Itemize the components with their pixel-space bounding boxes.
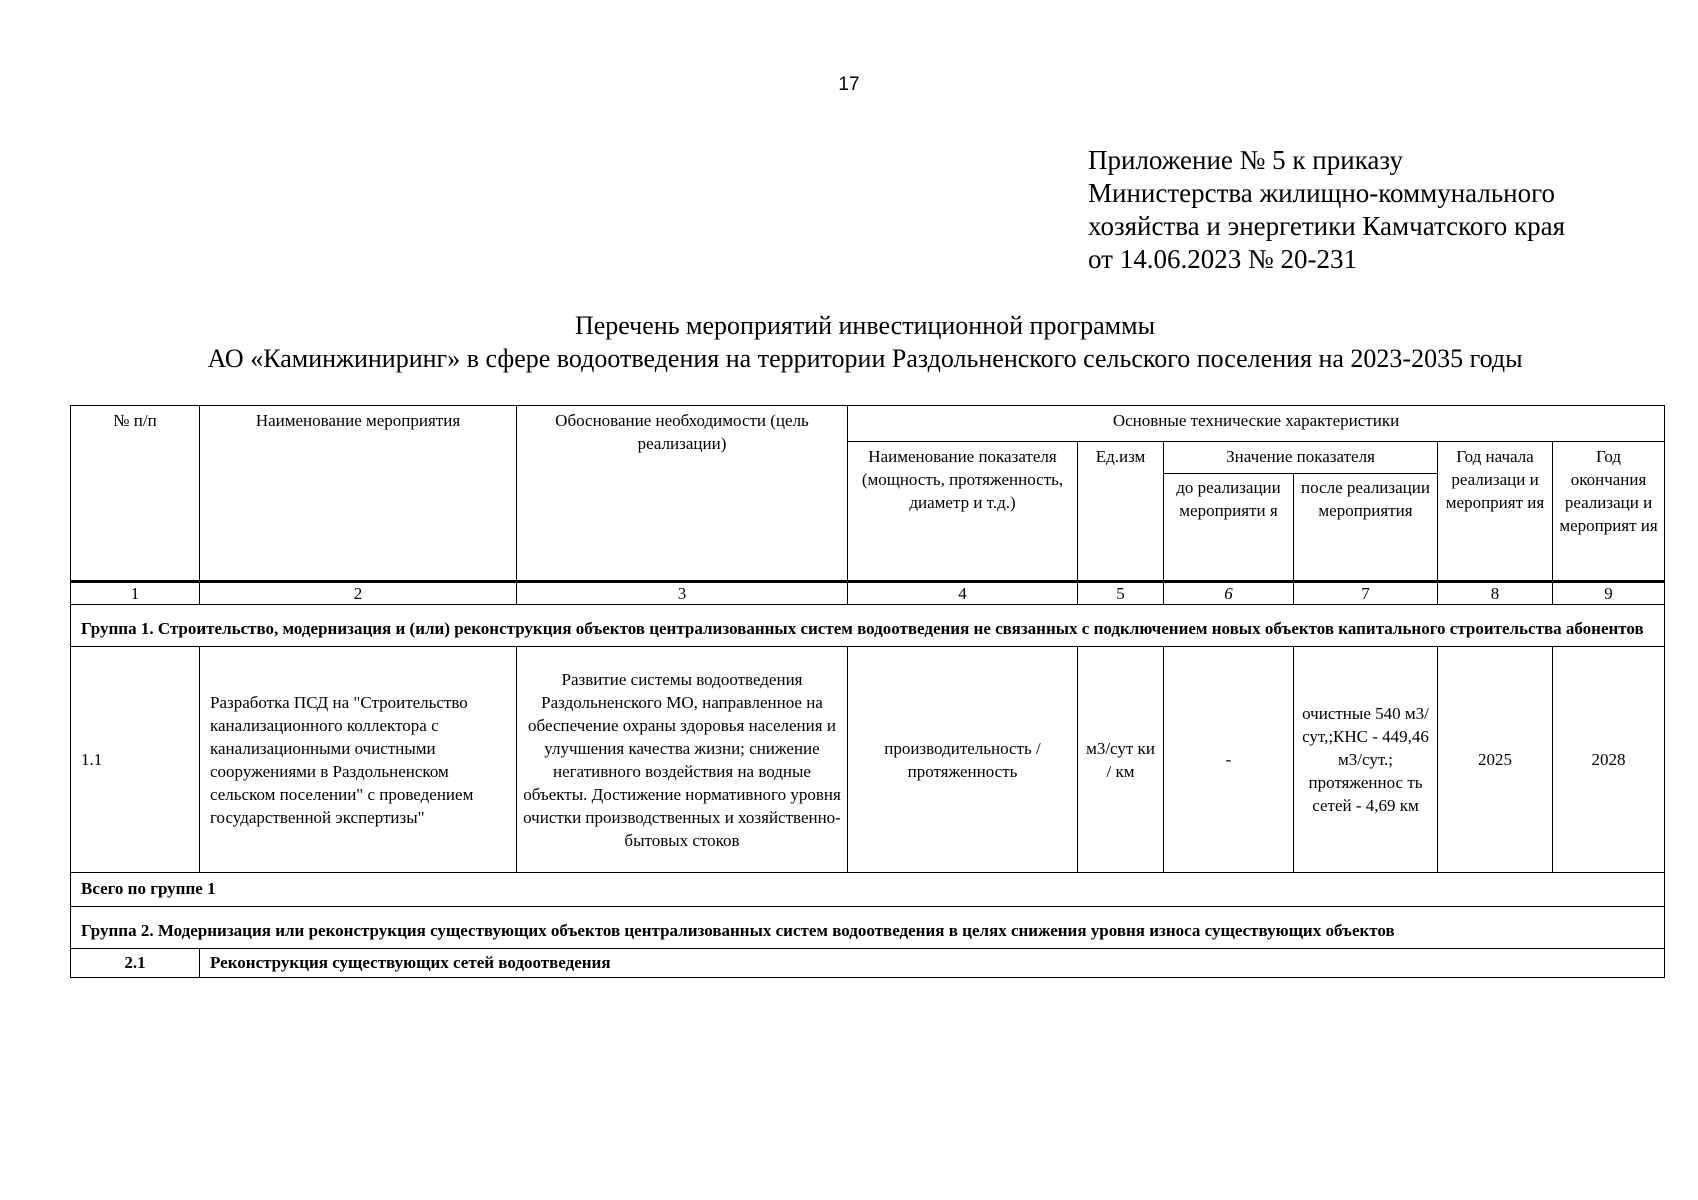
column-number: 9 bbox=[1553, 582, 1665, 605]
group-1-total-row bbox=[71, 873, 1665, 907]
title-line-1: Перечень мероприятий инвестиционной программы bbox=[574, 311, 1156, 340]
group-1-row bbox=[71, 605, 1665, 647]
column-number: 5 bbox=[1078, 582, 1164, 605]
column-number: 4 bbox=[848, 582, 1078, 605]
row-after: очистные 540 м3/сут,;КНС - 449,46 м3/сут.; протяженнос ть сетей - 4,69 км bbox=[1294, 647, 1438, 873]
subgroup-row bbox=[71, 949, 1665, 978]
header-tech: Основные технические характеристики bbox=[848, 406, 1665, 442]
row-before: - bbox=[1164, 647, 1294, 873]
appendix-block bbox=[1088, 144, 1688, 276]
row-unit: м3/сут ки / км bbox=[1078, 647, 1164, 873]
column-number: 7 bbox=[1294, 582, 1438, 605]
row-end-year: 2028 bbox=[1553, 647, 1665, 873]
column-number: 8 bbox=[1438, 582, 1553, 605]
header-reason: Обоснование необходимости (цель реализации) bbox=[517, 406, 848, 582]
header-unit: Ед.изм bbox=[1078, 442, 1164, 582]
row-start-year: 2025 bbox=[1438, 647, 1553, 873]
appendix-line-2: Министерства жилищно-коммунального bbox=[1088, 178, 1556, 208]
row-reason: Развитие системы водоотведения Раздольненского МО, направленное на обеспечение охраны здоровья населения и улучшения качества жизни; снижение негативного воздействия на водные объекты. Достижение нормативного уровня очистки производственных и хозяйственно-бытовых стоков bbox=[517, 647, 848, 873]
title-line-2: АО «Каминжиниринг» в сфере водоотведения на территории Раздольненского сельского поселения на 2023-2035 годы bbox=[207, 344, 1523, 373]
appendix-line-1: Приложение № 5 к приказу bbox=[1088, 145, 1403, 175]
group-1-title: Группа 1. Строительство, модернизация и (или) реконструкция объектов централизованных систем водоотведения не связанных с подключением новых объектов капитального строительства абонентов bbox=[71, 605, 1665, 647]
row-name: Разработка ПСД на "Строительство канализационного коллектора с канализационными очистными сооружениями в Раздольненском сельском поселении" с проведением государственной экспертизы" bbox=[200, 647, 517, 873]
row-indicator: производительность / протяженность bbox=[848, 647, 1078, 873]
appendix-line-3: хозяйства и энергетики Камчатского края bbox=[1088, 211, 1566, 241]
measures-table bbox=[70, 405, 1665, 978]
appendix-line-4: от 14.06.2023 № 20-231 bbox=[1088, 244, 1357, 274]
column-number: 6 bbox=[1164, 582, 1294, 605]
subgroup-num: 2.1 bbox=[71, 949, 200, 978]
column-number: 2 bbox=[200, 582, 517, 605]
column-number: 3 bbox=[517, 582, 848, 605]
header-value: Значение показателя bbox=[1164, 442, 1438, 474]
header-num: № п/п bbox=[71, 406, 200, 582]
header-row-1 bbox=[71, 406, 1665, 442]
header-before: до реализации мероприяти я bbox=[1164, 474, 1294, 582]
column-number: 1 bbox=[71, 582, 200, 605]
header-start-year: Год начала реализаци и мероприят ия bbox=[1438, 442, 1553, 582]
header-name: Наименование мероприятия bbox=[200, 406, 517, 582]
row-num: 1.1 bbox=[71, 647, 200, 873]
document-title bbox=[60, 309, 1670, 375]
group-1-total: Всего по группе 1 bbox=[71, 873, 1665, 907]
page-number: 17 bbox=[838, 74, 860, 95]
header-indicator: Наименование показателя (мощность, протяженность, диаметр и т.д.) bbox=[848, 442, 1078, 582]
subgroup-name: Реконструкция существующих сетей водоотведения bbox=[200, 949, 1665, 978]
header-after: после реализации мероприятия bbox=[1294, 474, 1438, 582]
group-2-title: Группа 2. Модернизация или реконструкция существующих объектов централизованных систем водоотведения в целях снижения уровня износа существующих объектов bbox=[71, 907, 1665, 949]
table-row bbox=[71, 647, 1665, 873]
group-2-row bbox=[71, 907, 1665, 949]
column-number-row bbox=[71, 582, 1665, 605]
header-end-year: Год окончания реализаци и мероприят ия bbox=[1553, 442, 1665, 582]
